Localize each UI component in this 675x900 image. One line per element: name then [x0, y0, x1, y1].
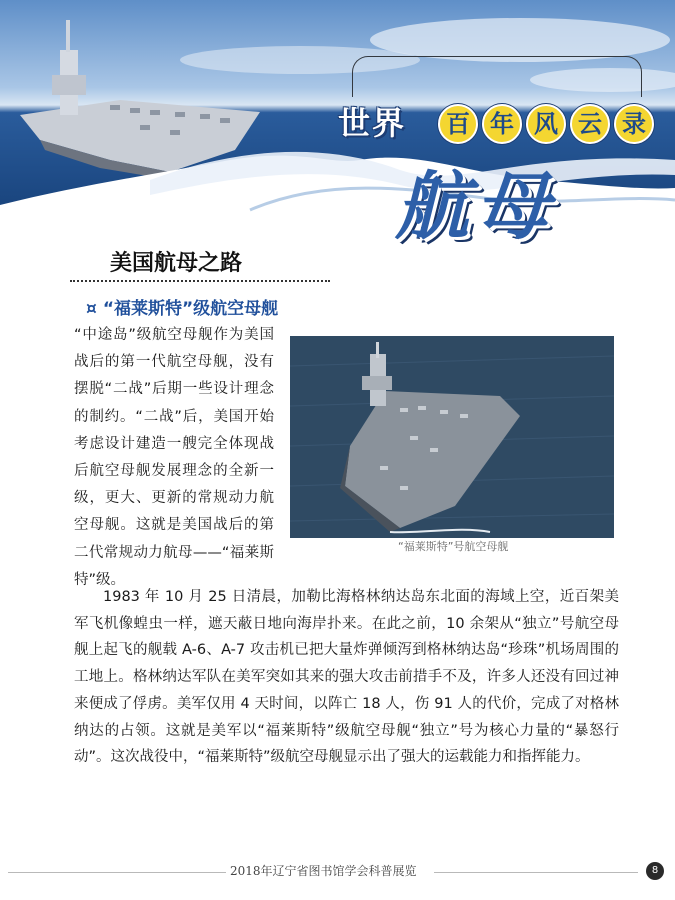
subtitle-char: 风 [526, 104, 566, 144]
header-banner [0, 0, 675, 250]
footer-rule-right [434, 872, 638, 873]
subtitle-char: 录 [614, 104, 654, 144]
page-number: 8 [646, 862, 664, 880]
subtitle-char: 年 [482, 104, 522, 144]
bullet-mark-icon: ¤ [86, 299, 97, 319]
title-world: 世界 [338, 104, 407, 142]
subtitle-char: 云 [570, 104, 610, 144]
photo-caption: “福莱斯特”号航空母舰 [398, 540, 509, 553]
subheading-text: “福莱斯特”级航空母舰 [102, 299, 279, 319]
title-main: 航母 [395, 164, 555, 250]
footer-text: 2018年辽宁省图书馆学会科普展览 [230, 864, 417, 878]
section-divider [70, 280, 330, 282]
body-paragraph: 1983 年 10 月 25 日清晨，加勒比海格林纳达岛东北面的海域上空，近百架美军飞机像蝗虫一样，遮天蔽日地向海岸扑来。在此之前，10 余架从“独立”号航空母舰上起飞的舰载 A-6、A-7 攻击机已把大量炸弹倾泻到格林纳达岛“珍珠”机场周围的工地上。格林纳达军队在美军突如其来的强大攻击前措手不及，许多人还没有回过神来便成了俘虏。美军仅用 4 天时间，以阵亡 18 人，伤 91 人的代价，完成了对格林纳达的占领。这就是美军以“福莱斯特”级航空母舰“独立”号为核心力量的“暴怒行动”。这次战役中，“福莱斯特”级航空母舰显示出了强大的运载能力和指挥能力。 [74, 589, 619, 766]
title-frame-line [352, 56, 642, 97]
subtitle-char: 百 [438, 104, 478, 144]
title-subtitle [438, 104, 654, 144]
subheading [86, 294, 278, 319]
carrier-photo [290, 336, 614, 538]
section-title: 美国航母之路 [110, 251, 243, 276]
footer-rule-left [8, 872, 226, 873]
intro-paragraph: “中途岛”级航空母舰作为美国战后的第一代航空母舰，没有摆脱“二战”后期一些设计理念的制约。“二战”后，美国开始考虑设计建造一艘完全体现战后航空母舰发展理念的全新一级，更大、更新的常规动力航空母舰。这就是美国战后的第二代常规动力航母——“福莱斯特”级。 [74, 327, 274, 588]
